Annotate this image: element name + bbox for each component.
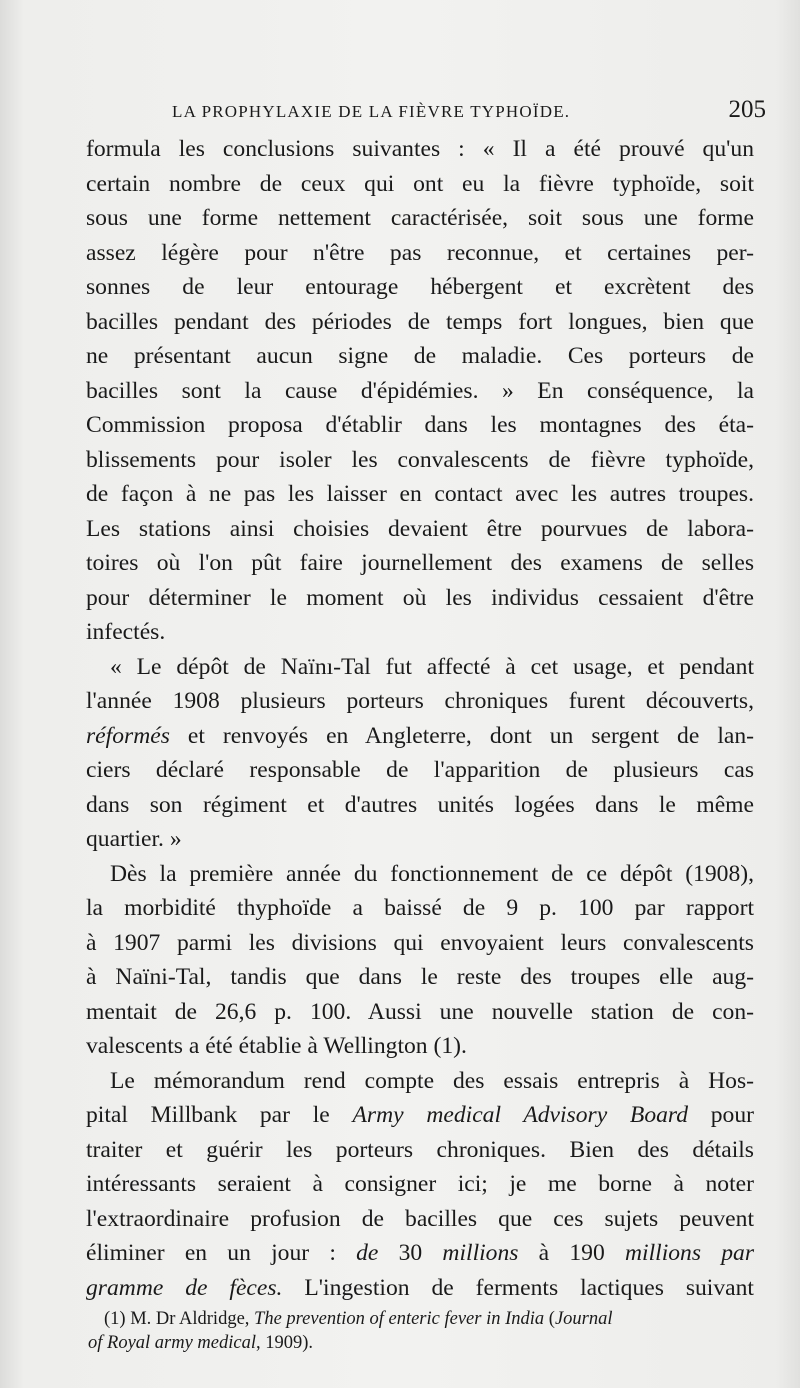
text-line [86, 719, 754, 753]
text-line: l'extraordinaire profusion de bacilles que ces sujets peuvent [86, 1206, 754, 1232]
italic-text: Army medical Advisory Board [352, 1102, 689, 1128]
text-span: (1) M. Dr Aldridge, [104, 1309, 255, 1329]
text-line: pour déterminer le moment où les individus cessaient d'être [86, 585, 754, 611]
text-line: la morbidité thyphoïde a baissé de 9 p. 100 par rapport [86, 895, 754, 921]
text-span: et renvoyés en Angleterre, dont un sergent de lan- [169, 723, 754, 749]
text-line: sonnes de leur entourage hébergent et excrètent des [86, 274, 754, 300]
footnote-line [88, 1330, 738, 1356]
text-line: à 1907 parmi les divisions qui envoyaient leurs convalescents [86, 930, 754, 956]
text-line: sous une forme nettement caractérisée, soit sous une forme [86, 205, 754, 231]
text-line [86, 1236, 754, 1270]
footnote-line [104, 1306, 754, 1332]
text-span: à 190 [518, 1240, 625, 1266]
text-line: toires où l'on pût faire journellement des examens de selles [86, 550, 754, 576]
italic-text: millions [442, 1240, 519, 1266]
text-span: L'ingestion de ferments lactiques suivant [282, 1275, 754, 1301]
text-line: Le mémorandum rend compte des essais entrepris à Hos- [110, 1068, 754, 1094]
text-line: certain nombre de ceux qui ont eu la fièvre typhoïde, soit [86, 171, 754, 197]
text-span: éliminer en un jour : [86, 1240, 357, 1266]
text-line: traiter et guérir les porteurs chroniques. Bien des détails [86, 1137, 754, 1163]
text-line: infectés. [86, 619, 166, 645]
text-line [86, 1098, 754, 1132]
italic-text: of Royal army medical [88, 1333, 256, 1353]
page-header [172, 96, 766, 126]
text-line: Les stations ainsi choisies devaient être pourvues de labora- [86, 516, 754, 542]
text-span: pour [688, 1102, 754, 1128]
text-line [86, 1271, 754, 1305]
text-line: dans son régiment et d'autres unités logées dans le même [86, 792, 754, 818]
text-line: Dès la première année du fonctionnement de ce dépôt (1908), [110, 861, 754, 887]
text-line: intéressants seraient à consigner ici; je me borne à noter [86, 1171, 754, 1197]
text-line: Commission proposa d'établir dans les montagnes des éta- [86, 412, 754, 438]
text-line: ne présentant aucun signe de maladie. Ces porteurs de [86, 343, 754, 369]
text-line: de façon à ne pas les laisser en contact avec les autres troupes. [86, 481, 754, 507]
text-line: quartier. » [86, 826, 182, 852]
text-span: 30 [378, 1240, 443, 1266]
text-span: pital Millbank par le [86, 1102, 353, 1128]
italic-text: réformés [86, 723, 170, 749]
text-line: ciers déclaré responsable de l'apparition de plusieurs cas [86, 757, 754, 783]
italic-text: The prevention of enteric fever in India [254, 1309, 545, 1329]
italic-text: gramme de fèces. [86, 1275, 283, 1301]
text-line: « Le dépôt de Naïnı-Tal fut affecté à cet usage, et pendant [110, 654, 754, 680]
italic-text: de [356, 1240, 379, 1266]
text-line: formula les conclusions suivantes : « Il a été prouvé qu'un [86, 136, 754, 162]
text-span: , 1909). [256, 1333, 314, 1353]
running-title: LA PROPHYLAXIE DE LA FIÈVRE TYPHOÏDE. [172, 102, 571, 121]
text-line: bacilles sont la cause d'épidémies. » En conséquence, la [86, 378, 754, 404]
text-line: l'année 1908 plusieurs porteurs chroniques furent découverts, [86, 688, 754, 714]
text-line: mentait de 26,6 p. 100. Aussi une nouvelle station de con- [86, 999, 754, 1025]
text-line: valescents a été établie à Wellington (1). [86, 1033, 467, 1059]
italic-text: millions par [624, 1240, 755, 1266]
text-line: assez légère pour n'être pas reconnue, et certaines per- [86, 240, 754, 266]
text-span: ( [544, 1309, 555, 1329]
text-line: bacilles pendant des périodes de temps fort longues, bien que [86, 309, 754, 335]
italic-text: Journal [554, 1309, 613, 1329]
text-line: blissements pour isoler les convalescents de fièvre typhoïde, [86, 447, 754, 473]
page-number: 205 [728, 96, 766, 123]
text-line: à Naïni-Tal, tandis que dans le reste des troupes elle aug- [86, 964, 754, 990]
